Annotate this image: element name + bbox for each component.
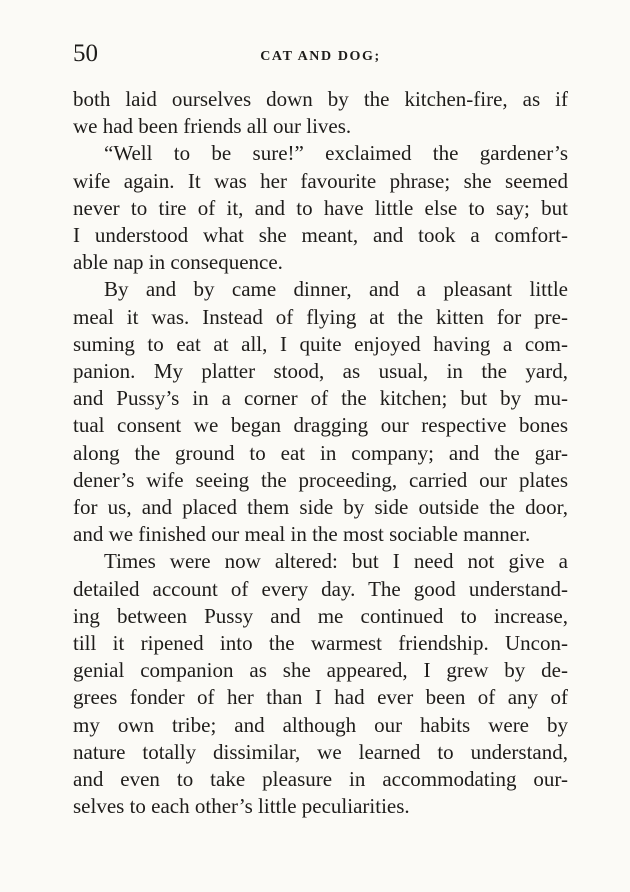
text-line: meal it was. Instead of flying at the kitten for pre- (73, 304, 568, 329)
text-line: By and by came dinner, and a pleasant little (104, 277, 568, 302)
text-line: selves to each other’s little peculiarities. (73, 794, 410, 819)
text-line: both laid ourselves down by the kitchen-fire, as if (73, 87, 568, 111)
text-line: and even to take pleasure in accommodating our- (73, 767, 568, 792)
text-line: “Well to be sure!” exclaimed the gardener’s (104, 141, 568, 166)
text-line: till it ripened into the warmest friendship. Uncon- (73, 631, 568, 656)
text-line: detailed account of every day. The good understand- (73, 576, 568, 601)
text-line: along the ground to eat in company; and the gar- (73, 440, 568, 465)
text-line: and we finished our meal in the most sociable manner. (73, 522, 531, 547)
text-line: ing between Pussy and me continued to increase, (73, 603, 568, 628)
text-line: wife again. It was her favourite phrase; she seemed (73, 168, 568, 193)
text-line: we had been friends all our lives. (73, 114, 352, 139)
text-line: dener’s wife seeing the proceeding, carried our plates (73, 467, 568, 492)
text-line: nature totally dissimilar, we learned to understand, (73, 739, 568, 764)
text-line: never to tire of it, and to have little else to say; but (73, 195, 568, 220)
page-number: 50 (73, 40, 98, 67)
text-line: able nap in consequence. (73, 250, 283, 275)
text-line: my own tribe; and although our habits were by (73, 712, 568, 737)
text-line: genial companion as she appeared, I grew by de- (73, 658, 568, 683)
body-text (73, 86, 568, 820)
text-line: I understood what she meant, and took a comfort- (73, 223, 568, 248)
running-title: CAT AND DOG; (260, 49, 381, 64)
text-line: tual consent we began dragging our respective bones (73, 413, 568, 438)
text-line: grees fonder of her than I had ever been of any of (73, 685, 568, 710)
text-line: for us, and placed them side by side outside the door, (73, 495, 568, 520)
page-header (73, 40, 568, 74)
text-line: panion. My platter stood, as usual, in the yard, (73, 359, 568, 384)
text-line: suming to eat at all, I quite enjoyed having a com- (73, 331, 568, 356)
text-line: Times were now altered: but I need not give a (104, 549, 568, 574)
text-line: and Pussy’s in a corner of the kitchen; but by mu- (73, 386, 568, 411)
